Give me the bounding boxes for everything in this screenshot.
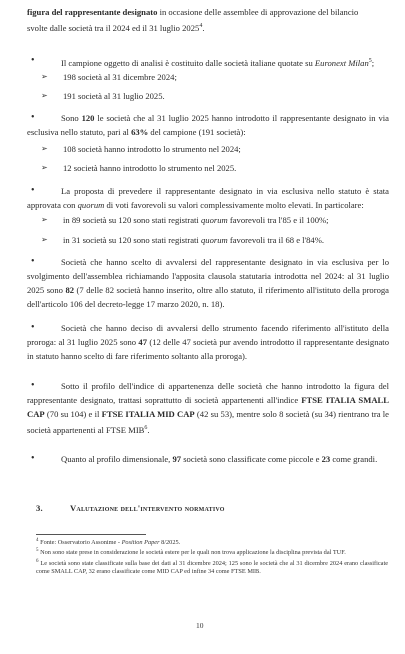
footnote-4: $^4$ Fonte: Osservatorio Assonime - Position Paper 8/2025. xyxy=(36,538,181,547)
arrow-icon: ➢ xyxy=(41,72,48,81)
arrow-icon: ➢ xyxy=(41,91,48,100)
bullet-quorum: • La proposta di prevedere il rappresentante designato in via esclusiva nello statuto è stata approvata con quorum di voti favorevoli su valori complessivamente molto elevati. In particolare: xyxy=(27,185,389,210)
bullet-size: • Quanto al profilo dimensionale, 97 società sono classificate come piccole e 23 come grandi. xyxy=(31,453,378,464)
bullet-statute: • Sono 120 le società che al 31 luglio 2025 hanno introdotto il rappresentante designato in via esclusiva nello statuto, pari al 63% del campione (191 società): xyxy=(27,112,389,137)
arrow-icon: ➢ xyxy=(41,215,48,224)
intro-bold: figura del rappresentante designato xyxy=(27,7,158,17)
bullet-index: • Sotto il profilo dell'indice di appartenenza delle società che hanno introdotto la figura del rappresentante designato, trattasi soprattutto di società appartenenti all'indice FTSE ITALIA SMALL CAP (70 su 104) e il FTSE ITALIA MID CAP (42 su 53), mentre solo 8 società (su 34) rientrano tra le società appartenenti al FTSE MIB$^6$. xyxy=(27,380,389,435)
footnotes xyxy=(36,537,388,576)
document-page: figura del rappresentante designato in occasione delle assemblee di approvazione del bilancio svolte dalle società tra il 2024 ed il 31 luglio 2025$^4$. • Il campione oggetto di analisi è costituito dalle società italiane quotate su Euronext Milan$^5$; ➢ 198 società al 31 dicembre 2024; ➢ 191 società al 31 luglio 2025. • Sono 120 le società che al 31 luglio 2025 hanno introdotto il rappresentante designato in via esclusiva nello statuto, pari al 63% del campione (191 società): ➢ 108 società hanno introdotto lo strumento nel 2024; ➢ 12 società hanno introdotto lo strumento nel 2025. • La proposta di prevedere il rappresentante designato in via esclusiva nello statuto è stata approvata con quorum di voti favorevoli su valori complessivamente molto elevati. In particolare: ➢ in 89 società su 120 sono stati registrati quorum favorevoli tra l'85 e il 100%; ➢ in 31 società su 120 sono stati registrati quorum favorevoli tra il 68 e l'84%. • Società che hanno scelto di avvalersi del rappresentante designato in via esclusiva per lo svolgimento dell'assemblea richiamando l'apposita clausola statutaria introdotta nel 2024: al 31 luglio 2025 sono 82 (7 delle 82 società hanno inserito, oltre allo statuto, il riferimento all'istituto della proroga dell'articolo 106 del decreto-legge 17 marzo 2020, n. 18). • Società che hanno deciso di avvalersi dello strumento facendo riferimento all'istituto della proroga: al 31 luglio 2025 sono 47 (12 delle 47 società pur avendo introdotto il rappresentante designato in statuto hanno scelto di fare riferimento soltanto alla proroga). • Sotto il profilo dell'indice di appartenenza delle società che hanno introdotto la figura del rappresentante designato, trattasi soprattutto di società appartenenti all'indice FTSE ITALIA SMALL CAP (70 su 104) e il FTSE ITALIA MID CAP (42 su 53), mentre solo 8 società (su 34) rientrano tra le società appartenenti al FTSE MIB$^6$. • Quanto al profilo dimensionale, 97 società sono classificate come piccole e 23 come grandi. 3. Valutazione dell'intervento normativo $^4$ Fonte: Osservatorio Assonime - Position Paper 8/2025. $^5$ Non sono state prese in considerazione le società estere per le quali non trova applicazione la disciplina prevista dal TUF. $^6$ Le società sono state classificate sulla base dei dati al 31 dicembre 2024; 125 sono le società che al 31 dicembre 2024 erano classificate come SMALL CAP, 32 erano classificate come MID CAP ed infine 34 come FTSE MIB. 10 xyxy=(27,7,389,630)
bullet-dot-icon: • xyxy=(31,256,35,267)
bullet-dot-icon: • xyxy=(31,185,35,196)
bullet-dot-icon: • xyxy=(31,322,35,333)
arrow-icon: ➢ xyxy=(41,144,48,153)
arrow-icon: ➢ xyxy=(41,163,48,172)
bullet-dot-icon: • xyxy=(31,380,35,391)
footnote-5: $^5$ Non sono state prese in considerazione le società estere per le quali non trova applicazione la disciplina prevista dal TUF. xyxy=(36,548,346,557)
arrow-icon: ➢ xyxy=(41,235,48,244)
bullet-dot-icon: • xyxy=(31,453,35,464)
footnote-6: $^6$ Le società sono state classificate sulla base dei dati al 31 dicembre 2024; 125 sono le società che al 31 dicembre 2024 erano classificate come SMALL CAP, 32 erano classificate come MID CAP ed infine 34 come FTSE MIB. xyxy=(36,558,388,576)
bullet-dot-icon: • xyxy=(31,55,35,66)
bullet-clause: • Società che hanno scelto di avvalersi del rappresentante designato in via esclusiva per lo svolgimento dell'assemblea richiamando l'apposita clausola statutaria introdotta nel 2024: al 31 luglio 2025 sono 82 (7 delle 82 società hanno inserito, oltre allo statuto, il riferimento all'istituto della proroga dell'articolo 106 del decreto-legge 17 marzo 2020, n. 18). xyxy=(27,256,389,309)
bullet-proroga: • Società che hanno deciso di avvalersi dello strumento facendo riferimento all'istituto della proroga: al 31 luglio 2025 sono 47 (12 delle 47 società pur avendo introdotto il rappresentante designato in statuto hanno scelto di fare riferimento soltanto alla proroga). xyxy=(27,322,389,361)
intro-paragraph: figura del rappresentante designato in occasione delle assemblee di approvazione del bilancio svolte dalle società tra il 2024 ed il 31 luglio 2025$^4$. xyxy=(27,7,359,33)
bullet-sample: • Il campione oggetto di analisi è costituito dalle società italiane quotate su Euronext Milan$^5$; xyxy=(31,55,375,68)
page-number: 10 xyxy=(196,621,204,630)
footnote-divider xyxy=(36,534,146,535)
bullet-dot-icon: • xyxy=(31,112,35,123)
